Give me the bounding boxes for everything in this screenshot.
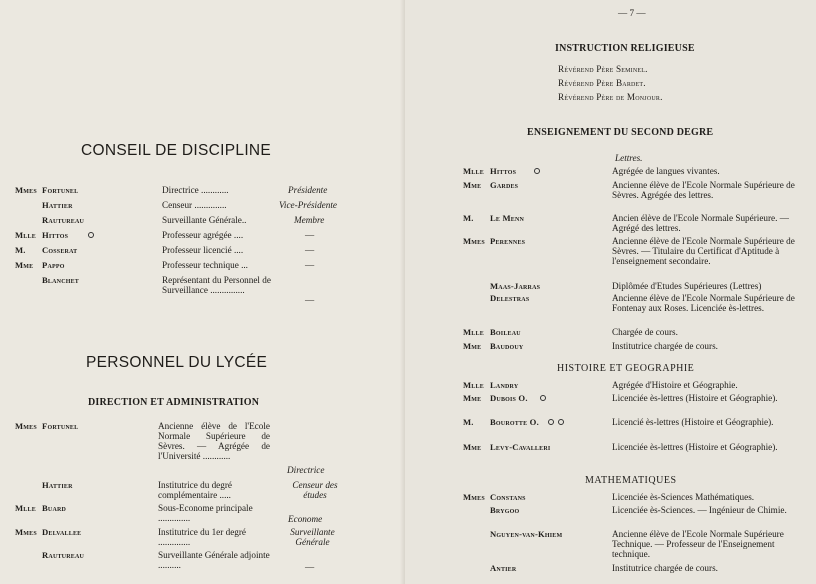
prefix: Mlle [463,327,484,337]
desc: Ancienne élève de l'Ecole Normale Supérieure de Fontenay aux Roses. Licenciée ès-lettres. [612,293,795,313]
desc: Licenciée ès-Sciences. — Ingénieur de Chimie. [612,505,787,515]
name: Pappo [42,260,65,270]
name: Hattier [42,200,73,210]
desc: Licenciée ès-Sciences Mathématiques. [612,492,755,502]
role: Institutrice du degré complémentaire ..... [158,480,232,500]
note: — [305,295,315,305]
note: Vice-Présidente [279,200,337,210]
decoration-icon [558,419,564,425]
prefix: Mlle [15,230,36,240]
prefix: Mmes [15,527,37,537]
name: Delestras [490,293,530,303]
prefix: Mmes [463,236,485,246]
instruction-item: Révérend Père Seminel. [558,64,648,74]
prefix: Mme [463,180,482,190]
role: Professeur agrégée .... [162,230,244,240]
left-page [0,0,405,584]
role: Institutrice du 1er degré .............. [158,527,247,547]
note: Membre [294,215,325,225]
name: Blanchet [42,275,80,285]
decoration-icon [88,232,94,238]
desc: Licencié ès-lettres (Histoire et Géographie). [612,417,774,427]
name: Brygoo [490,505,520,515]
name: Antier [490,563,517,573]
instruction-item: Révérend Père de Monjour. [558,92,663,102]
prefix: M. [463,417,474,427]
desc: Ancienne élève de l'Ecole Normale Supérieure de Sèvres. — Titulaire du Certificat d'Aptitude à l'enseignement secondaire. [612,236,795,266]
note: — [305,260,315,270]
prefix: Mlle [463,380,484,390]
role: Surveillante Générale adjointe .......... [158,550,270,570]
name: Maas-Jarras [490,281,541,291]
conseil-title: CONSEIL DE DISCIPLINE [81,142,272,159]
name: Landry [490,380,519,390]
desc: Ancien élève de l'Ecole Normale Supérieure. — Agrégé des lettres. [612,213,789,233]
role: Professeur technique ... [162,260,248,270]
desc: Institutrice chargée de cours. [612,563,718,573]
role: Professeur licencié .... [162,245,244,255]
name: Hittos [490,166,517,176]
prefix: Mlle [15,503,36,513]
name: Boileau [490,327,521,337]
prefix: Mmes [15,185,37,195]
desc: Licenciée ès-lettres (Histoire et Géographie). [612,393,778,403]
desc: Diplômée d'Etudes Supérieures (Lettres) [612,281,762,291]
page-number: — 7 — [618,8,646,18]
name: Hattier [42,480,73,490]
role: Représentant du Personnel de Surveillance ............... [162,275,271,295]
histoire-title: HISTOIRE ET GEOGRAPHIE [557,363,695,374]
name: Fortunel [42,185,79,195]
name: Cosserat [42,245,78,255]
note: — [305,230,315,240]
name: Hittos [42,230,69,240]
direction-title: DIRECTION ET ADMINISTRATION [88,397,260,408]
name: Constans [490,492,526,502]
name: Le Menn [490,213,525,223]
role: Directrice ............ [162,185,229,195]
role: Censeur .............. [162,200,227,210]
right-page [405,0,816,584]
decoration-icon [540,395,546,401]
lettres-title: Lettres. [615,153,643,163]
name: Bourotte O. [490,417,539,427]
desc: Agrégée de langues vivantes. [612,166,720,176]
decoration-icon [548,419,554,425]
instruction-item: Révérend Père Bardet. [558,78,646,88]
prefix: Mlle [463,166,484,176]
role: Sous-Econome principale .............. [158,503,253,523]
name: Levy-Cavalleri [490,442,551,452]
desc: Chargée de cours. [612,327,678,337]
prefix: Mmes [463,492,485,502]
name: Perennes [490,236,526,246]
name: Gardes [490,180,519,190]
note: Censeur des études [292,480,338,500]
note: — [305,245,315,255]
prefix: M. [15,245,26,255]
role: Ancienne élève de l'Ecole Normale Supérieure de Sèvres. — Agrégée de l'Université ............ [158,421,270,461]
desc: Licenciée ès-lettres (Histoire et Géographie). [612,442,778,452]
instruction-title: INSTRUCTION RELIGIEUSE [555,43,695,54]
note: Directrice [287,465,325,475]
prefix: Mme [15,260,34,270]
name: Rautureau [42,550,85,560]
prefix: Mme [463,341,482,351]
desc: Ancienne élève de l'Ecole Normale Supérieure de Sèvres. Agrégée des lettres. [612,180,795,200]
decoration-icon [534,168,540,174]
desc: Institutrice chargée de cours. [612,341,718,351]
note: Surveillante Générale [290,527,335,547]
note: Présidente [288,185,328,195]
prefix: Mme [463,393,482,403]
role: Surveillante Générale.. [162,215,247,225]
name: Nguyen-van-Khiem [490,529,563,539]
desc: Agrégée d'Histoire et Géographie. [612,380,738,390]
second-degre-title: ENSEIGNEMENT DU SECOND DEGRE [527,127,714,138]
note: — [305,562,315,572]
prefix: Mme [463,442,482,452]
prefix: M. [463,213,474,223]
name: Baudouy [490,341,524,351]
desc: Ancienne élève de l'Ecole Normale Supérieure Technique. — Professeur de l'Enseignement technique. [612,529,784,559]
name: Rautureau [42,215,85,225]
name: Delvallee [42,527,82,537]
name: Dubois O. [490,393,528,403]
prefix: Mmes [15,421,37,431]
math-title: MATHEMATIQUES [585,475,677,486]
name: Fortunel [42,421,79,431]
name: Buard [42,503,67,513]
note: Econome [288,514,323,524]
personnel-title: PERSONNEL DU LYCÉE [86,354,268,371]
